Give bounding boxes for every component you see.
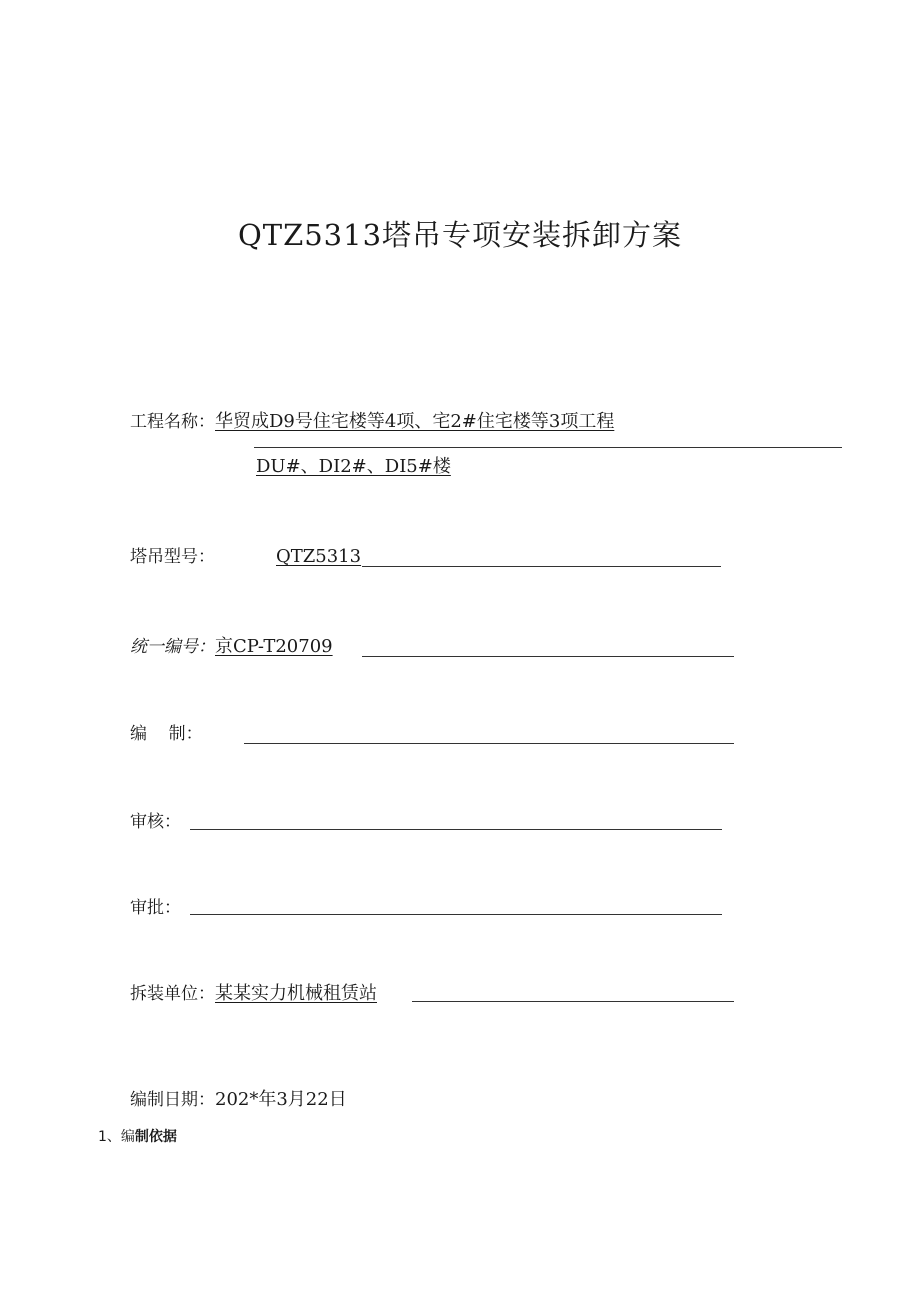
reviewed-by-underline — [190, 829, 722, 830]
project-name-value-line2: DU#、DI2#、DI5#楼 — [256, 456, 451, 477]
dismantling-unit-label: 拆装单位： — [130, 984, 215, 1004]
reviewed-by-label: 审核： — [130, 812, 181, 832]
crane-model-underline — [362, 566, 721, 567]
approved-by-underline — [190, 914, 722, 915]
project-name-value-line1: 华贸成D9号住宅楼等4项、宅2#住宅楼等3项工程 — [215, 411, 615, 432]
section-heading — [98, 1126, 177, 1146]
compile-date-row — [130, 1088, 347, 1112]
dismantling-unit-value: 某某实力机械租赁站 — [215, 983, 377, 1004]
project-name-line2-row — [256, 455, 451, 479]
compiled-by-underline — [244, 743, 734, 744]
crane-model-label: 塔吊型号： — [130, 547, 215, 567]
crane-model-row — [130, 545, 215, 569]
approved-by-label: 审批： — [130, 898, 181, 918]
document-title: QTZ5313塔吊专项安装拆卸方案 — [237, 218, 683, 252]
project-name-label: 工程名称： — [130, 412, 215, 432]
crane-model-value: QTZ5313 — [276, 546, 362, 567]
unified-number-row — [130, 635, 333, 659]
project-name-underline — [254, 447, 842, 448]
compiled-by-row — [130, 722, 203, 746]
compile-date-label: 编制日期： — [130, 1090, 215, 1110]
unified-number-underline — [362, 656, 734, 657]
approved-by-row — [130, 896, 181, 920]
dismantling-unit-row — [130, 982, 377, 1006]
unified-number-label: 统一编号： — [130, 637, 215, 657]
section-heading-text: 制依据 — [134, 1129, 177, 1145]
unified-number-value: 京CP-T20709 — [215, 636, 333, 657]
project-name-row — [130, 410, 614, 434]
compiled-by-label: 编 制： — [130, 724, 203, 744]
reviewed-by-row — [130, 810, 181, 834]
crane-model-value-row — [276, 545, 361, 569]
section-heading-number: 1、编 — [98, 1129, 135, 1145]
dismantling-unit-underline — [412, 1001, 734, 1002]
compile-date-value: 202*年3月22日 — [215, 1089, 347, 1110]
